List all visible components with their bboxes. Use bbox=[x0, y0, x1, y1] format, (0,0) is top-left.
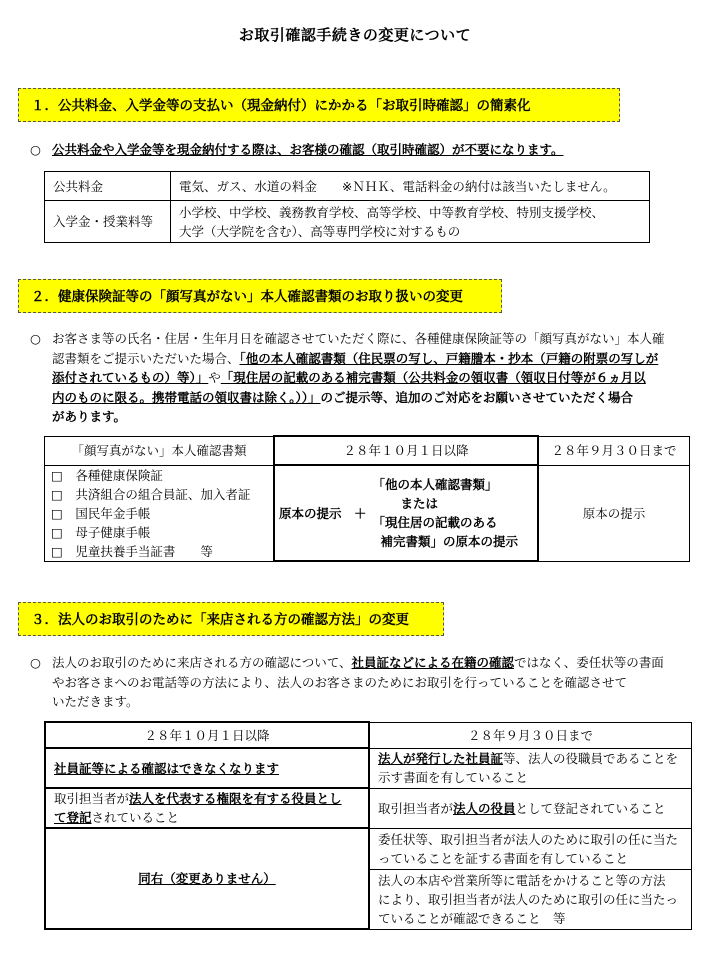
section-3-table bbox=[44, 721, 692, 930]
table-header: ２８年１０月１日以降 bbox=[45, 722, 369, 748]
bullet-line: があります。 bbox=[52, 409, 127, 424]
after-line: 「現住居の記載のある bbox=[372, 515, 498, 530]
cell-line: っていることを証する書面を有していること bbox=[378, 850, 629, 866]
checkbox-icon: □ bbox=[51, 543, 63, 559]
after-line: 補完書類」の原本の提示 bbox=[380, 534, 519, 549]
bullet-mark: ○ bbox=[30, 655, 41, 670]
bullet-line-emph: 内のものに限る。携帯電話の領収書は除く。））」 bbox=[52, 389, 321, 405]
table-header: ２８年９月３０日まで bbox=[538, 436, 690, 465]
cell-line: ていることが確認できること 等 bbox=[378, 910, 566, 926]
after-line: 「他の本人確認書類」 bbox=[372, 477, 498, 492]
bullet-line: やお客さまへのお電話等の方法により、法人のお客さまのためにお取引を行っていることを確認させて bbox=[52, 674, 628, 690]
table-row bbox=[45, 828, 692, 929]
bullet-line-emph: 「他の本人確認書類（住民票の写し、戸籍謄本・抄本（戸籍の附票の写しが bbox=[239, 350, 659, 366]
table-cell: 法人が発行した社員証等、法人の役職員であることを 示す書面を有していること bbox=[369, 748, 692, 788]
bullet-line-emph: 添付されているもの）等）」 bbox=[52, 370, 209, 385]
list-item: □ 各種健康保険証 bbox=[51, 467, 163, 483]
after-requirement-cell bbox=[274, 465, 538, 561]
table-header: ２８年９月３０日まで bbox=[369, 722, 692, 748]
section-1-heading: １．公共料金、入学金等の支払い（現金納付）にかかる「お取引時確認」の簡素化 bbox=[18, 88, 620, 122]
checkbox-icon: □ bbox=[51, 505, 63, 521]
table-row bbox=[45, 436, 690, 465]
section-3-bullet bbox=[30, 653, 695, 712]
doc-list-cell bbox=[45, 465, 275, 561]
table-cell bbox=[171, 201, 650, 243]
table-cell: 入学金・授業料等 bbox=[45, 201, 171, 243]
table-row bbox=[45, 172, 650, 201]
list-item: □ 国民年金手帳 bbox=[51, 505, 151, 521]
checkbox-icon: □ bbox=[51, 486, 63, 502]
table-cell: 取引担当者が法人の役員として登記されていること bbox=[369, 788, 692, 828]
table-cell-line: 大学（大学院を含む）、高等専門学校に対するもの bbox=[179, 223, 461, 239]
section-1-bullet bbox=[30, 140, 690, 160]
bullet-line: ではなく、委任状等の書面 bbox=[514, 655, 664, 670]
list-item: □ 母子健康手帳 bbox=[51, 524, 151, 540]
table-cell: 取引担当者が法人を代表する権限を有する役員とし て登記されていること bbox=[45, 788, 369, 828]
table-cell: 電気、ガス、水道の料金 ※ＮＨＫ、電話料金の納付は該当いたしません。 bbox=[171, 172, 650, 201]
table-cell: 同右（変更ありません） bbox=[45, 828, 369, 929]
table-cell bbox=[369, 828, 692, 929]
table-header: ２８年１０月１日以降 bbox=[274, 436, 538, 465]
table-cell-line: 小学校、中学校、義務教育学校、高等学校、中等教育学校、特別支援学校、 bbox=[179, 204, 605, 220]
page-title: お取引確認手続きの変更について bbox=[238, 26, 472, 44]
after-line: または bbox=[400, 496, 439, 511]
section-2-heading: ２．健康保険証等の「顔写真がない」本人確認書類のお取り扱いの変更 bbox=[18, 279, 502, 313]
bullet-mark: ○ bbox=[30, 142, 41, 157]
bullet-line: や bbox=[208, 370, 221, 385]
cell-line: により、取引担当者が法人のために取引の任に当たっ bbox=[378, 891, 679, 907]
cell-line: 委任状等、取引担当者が法人のために取引の任に当た bbox=[378, 831, 679, 847]
checkbox-icon: □ bbox=[51, 467, 63, 483]
cell-line: 法人の本店や営業所等に電話をかけること等の方法 bbox=[378, 872, 666, 888]
before-requirement-cell: 原本の提示 bbox=[538, 465, 690, 561]
bullet-line-emph: 社員証などによる在籍の確認 bbox=[351, 655, 515, 670]
table-header: 「顔写真がない」本人確認書類 bbox=[45, 436, 275, 465]
section-2-bullet bbox=[30, 329, 695, 427]
table-row bbox=[45, 722, 692, 748]
list-item: □ 児童扶養手当証書 等 bbox=[51, 543, 213, 559]
bullet-line: 認書類をご提示いただいた場合、 bbox=[52, 350, 240, 366]
table-cell: 社員証等による確認はできなくなります bbox=[45, 748, 369, 788]
section-1-bullet-text: 公共料金や入学金等を現金納付する際は、お客様の確認（取引時確認）が不要になります。 bbox=[52, 142, 564, 157]
after-left-text: 原本の提示 ＋ bbox=[279, 505, 367, 521]
bullet-line: お客さま等の氏名・住居・生年月日を確認させていただく際に、各種健康保険証等の「顔写真がない」本人確 bbox=[52, 331, 665, 346]
section-3-heading: ３．法人のお取引のために「来店される方の確認方法」の変更 bbox=[18, 602, 444, 636]
table-row bbox=[45, 465, 690, 561]
table-row bbox=[45, 788, 692, 828]
bullet-line: いただきます。 bbox=[52, 694, 139, 709]
list-item: □ 共済組合の組合員証、加入者証 bbox=[51, 486, 251, 502]
table-cell: 公共料金 bbox=[45, 172, 171, 201]
bullet-mark: ○ bbox=[30, 331, 41, 346]
table-row bbox=[45, 201, 650, 243]
section-2-table bbox=[44, 435, 690, 562]
checkbox-icon: □ bbox=[51, 524, 63, 540]
table-row bbox=[45, 748, 692, 788]
section-1-table bbox=[44, 171, 650, 243]
bullet-line-emph: 「現住居の記載のある補完書類（公共料金の領収書（領収日付等が６ヵ月以 bbox=[220, 370, 646, 385]
bullet-line-emph: のご提示等、追加のご対応をお願いさせていただく場合 bbox=[320, 389, 634, 405]
bullet-line: 法人のお取引のために来店される方の確認について、 bbox=[52, 655, 352, 670]
